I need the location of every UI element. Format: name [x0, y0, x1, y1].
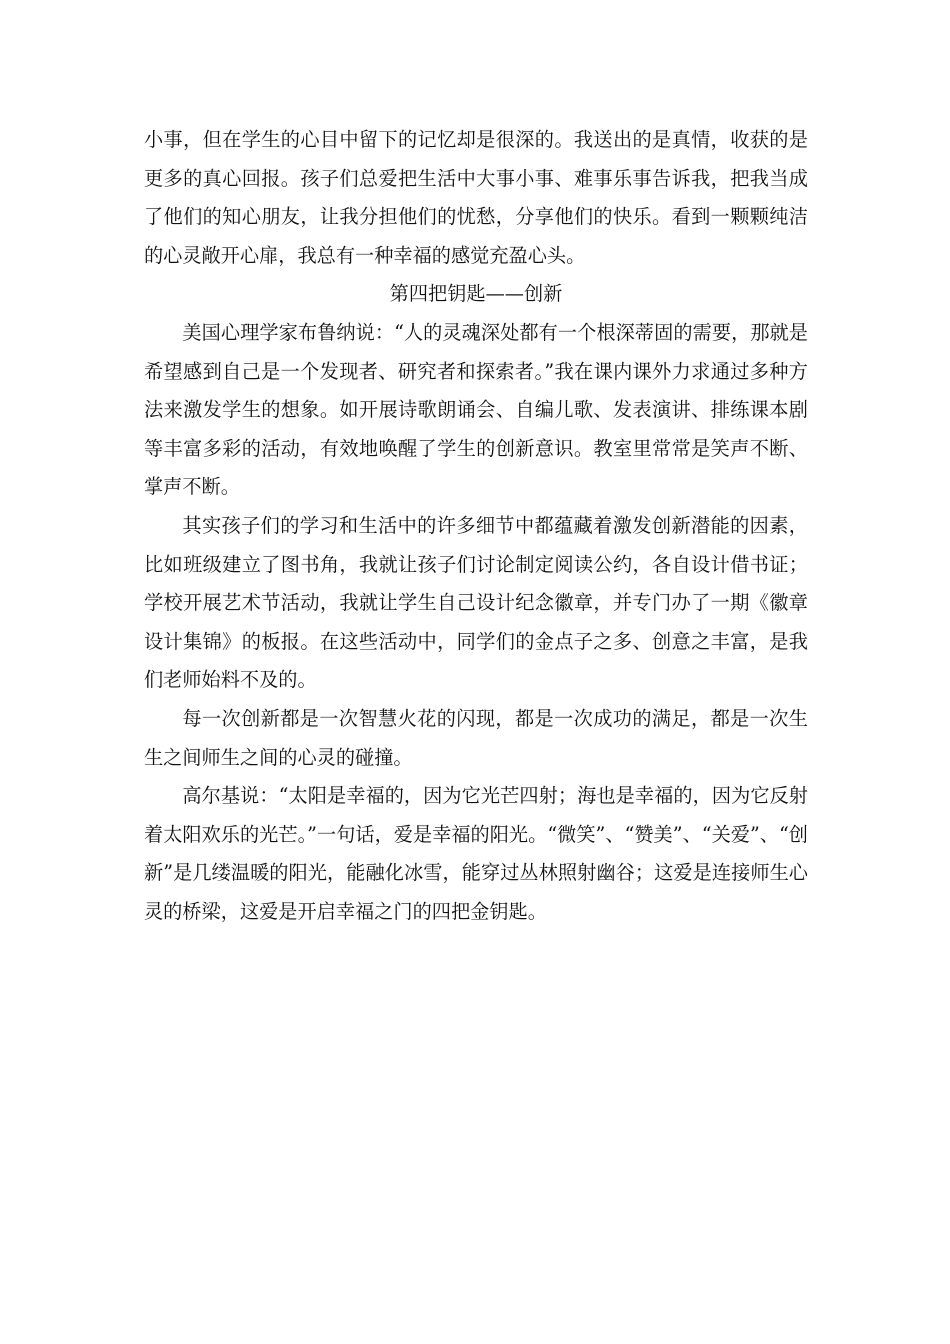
continued-paragraph: 小事，但在学生的心目中留下的记忆却是很深的。我送出的是真情，收获的是更多的真心回报。孩子们总爱把生活中大事小事、难事乐事告诉我，把我当成了他们的知心朋友，让我分担他们的忧愁，分享他们的快乐。看到一颗颗纯洁的心灵敞开心扉，我总有一种幸福的感觉充盈心头。 [144, 128, 808, 267]
section-heading: 第四把钥匙——创新 [389, 282, 563, 306]
paragraph-3: 每一次创新都是一次智慧火花的闪现，都是一次成功的满足，都是一次生生之间师生之间的心灵的碰撞。 [144, 706, 808, 769]
paragraph-4: 高尔基说：“太阳是幸福的，因为它光芒四射；海也是幸福的，因为它反射着太阳欢乐的光芒。”一句话，爱是幸福的阳光。“微笑”、“赞美”、“关爱”、“创新”是几缕温暖的阳光，能融化冰雪，能穿过丛林照射幽谷；这爱是连接师生心灵的桥梁，这爱是开启幸福之门的四把金钥匙。 [144, 784, 808, 923]
document-page [144, 121, 808, 931]
paragraph-1: 美国心理学家布鲁纳说：“人的灵魂深处都有一个根深蒂固的需要，那就是希望感到自己是一个发现者、研究者和探索者。”我在课内课外力求通过多种方法来激发学生的想象。如开展诗歌朗诵会、自编儿歌、发表演讲、排练课本剧等丰富多彩的活动，有效地唤醒了学生的创新意识。教室里常常是笑声不断、掌声不断。 [144, 320, 808, 499]
paragraph-2: 其实孩子们的学习和生活中的许多细节中都蕴藏着激发创新潜能的因素，比如班级建立了图书角，我就让孩子们讨论制定阅读公约，各自设计借书证；学校开展艺术节活动，我就让学生自己设计纪念徽章，并专门办了一期《徽章设计集锦》的板报。在这些活动中，同学们的金点子之多、创意之丰富，是我们老师始料不及的。 [144, 513, 808, 692]
